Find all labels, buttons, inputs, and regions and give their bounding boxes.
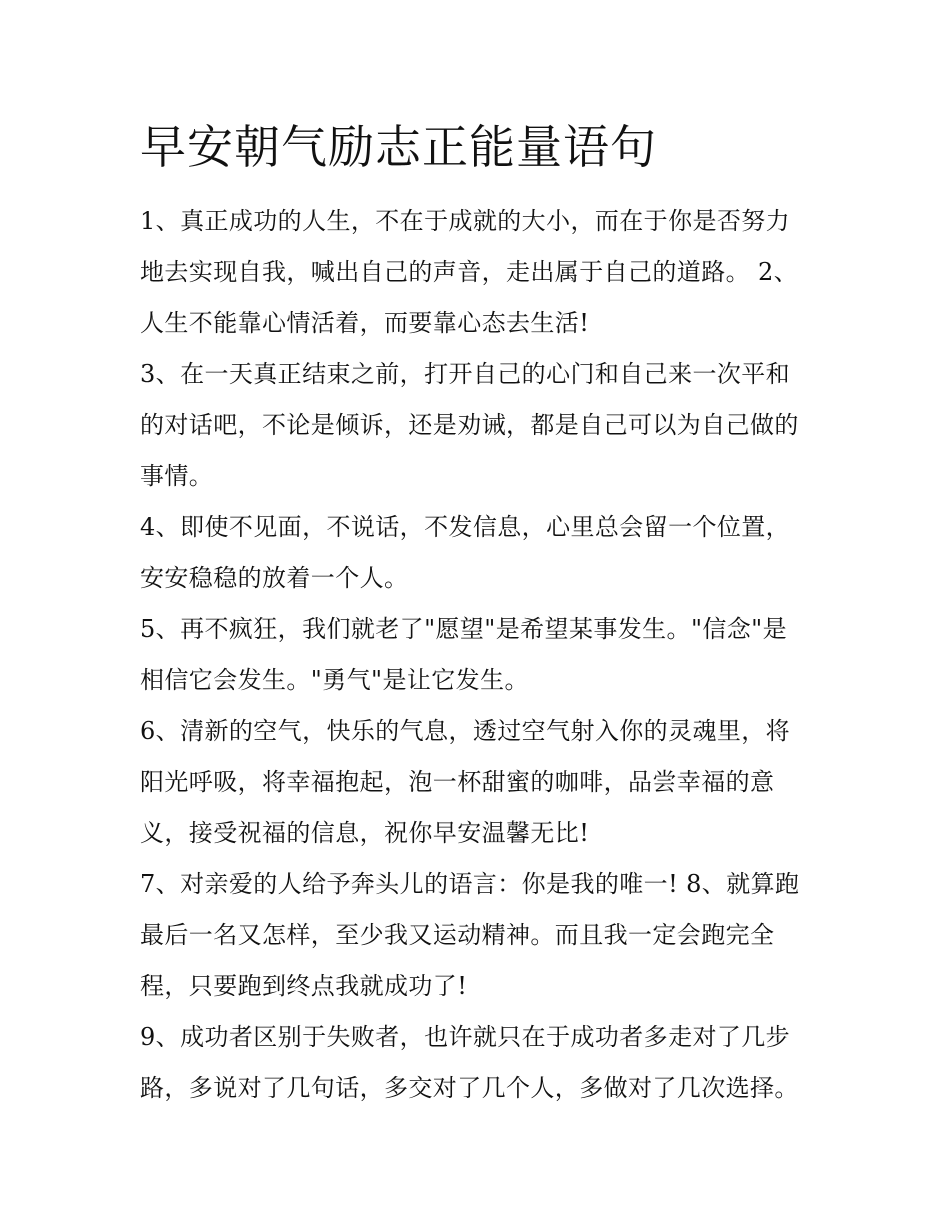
text-line: 6、清新的空气，快乐的气息，透过空气射入你的灵魂里，将	[140, 717, 791, 745]
text-line: 相信它会发生。"勇气"是让它发生。	[140, 666, 529, 694]
text-line: 安安稳稳的放着一个人。	[140, 564, 409, 592]
text-line: 人生不能靠心情活着，而要靠心态去生活!	[140, 309, 590, 337]
text-line: 阳光呼吸，将幸福抱起，泡一杯甜蜜的咖啡，品尝幸福的意	[140, 768, 775, 796]
text-line: 地去实现自我，喊出自己的声音，走出属于自己的道路。 2、	[140, 258, 799, 286]
text-line: 4、即使不见面，不说话，不发信息，心里总会留一个位置，	[140, 513, 791, 541]
document-body	[140, 196, 840, 1114]
text-line: 事情。	[140, 462, 214, 490]
text-line: 义，接受祝福的信息，祝你早安温馨无比!	[140, 819, 590, 847]
text-line: 1、真正成功的人生，不在于成就的大小，而在于你是否努力	[140, 207, 791, 235]
text-line: 3、在一天真正结束之前，打开自己的心门和自己来一次平和	[140, 360, 791, 388]
text-line: 的对话吧，不论是倾诉，还是劝诫，都是自己可以为自己做的	[140, 411, 799, 439]
document-title: 早安朝气励志正能量语句	[140, 120, 657, 174]
text-line: 7、对亲爱的人给予奔头儿的语言：你是我的唯一! 8、就算跑	[140, 870, 800, 898]
text-line: 最后一名又怎样，至少我又运动精神。而且我一定会跑完全	[140, 921, 775, 949]
text-line: 路，多说对了几句话，多交对了几个人，多做对了几次选择。	[140, 1074, 799, 1102]
text-line: 程，只要跑到终点我就成功了!	[140, 972, 468, 1000]
text-line: 5、再不疯狂，我们就老了"愿望"是希望某事发生。"信念"是	[140, 615, 788, 643]
text-line: 9、成功者区别于失败者，也许就只在于成功者多走对了几步	[140, 1023, 791, 1051]
